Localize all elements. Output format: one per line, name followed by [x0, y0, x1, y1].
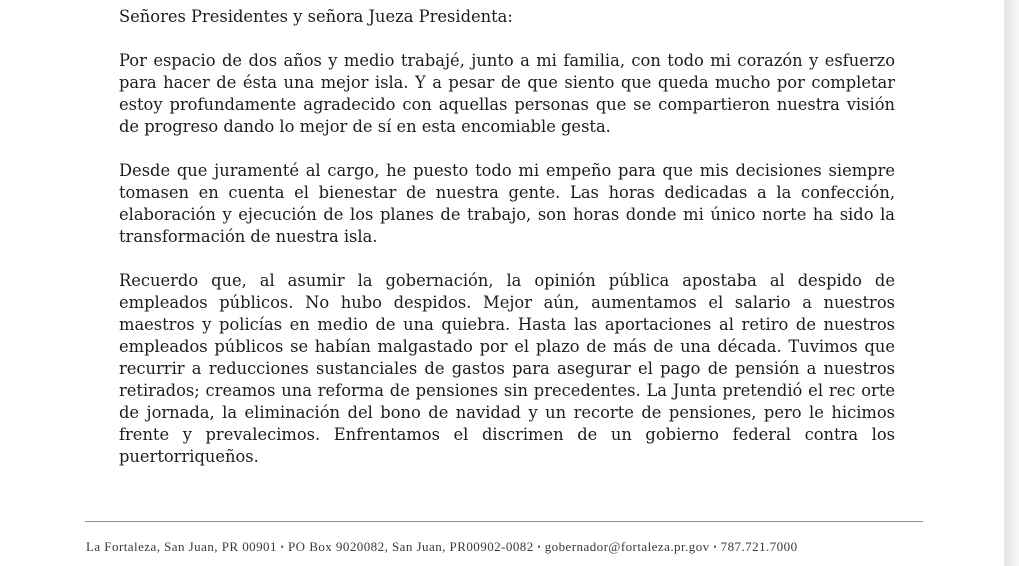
footer-address: La Fortaleza, San Juan, PR 00901 [86, 539, 277, 554]
letterhead-footer [86, 539, 926, 555]
footer-email: gobernador@fortaleza.pr.gov [544, 539, 710, 554]
footer-separator-2: • [537, 542, 541, 552]
salutation: Señores Presidentes y señora Jueza Presidenta: [119, 7, 513, 26]
paragraph-1: Por espacio de dos años y medio trabajé, junto a mi familia, con todo mi corazón y esfuerzo para hacer de ésta una mejor isla. Y a pesar de que siento que queda mucho por completar estoy profundamente agradecido con aquellas personas que se compartieron nuestra visión de progreso dando lo mejor de sí en esta encomiable gesta. [119, 51, 895, 136]
footer-separator-3: • [713, 542, 717, 552]
footer-separator-1: • [280, 542, 285, 552]
letter-body [119, 6, 895, 468]
paragraph-3: Recuerdo que, al asumir la gobernación, la opinión pública apostaba al despido de empleados públicos. No hubo despidos. Mejor aún, aumentamos el salario a nuestros maestros y policías en medio de una quiebra. Hasta las aportaciones al retiro de nuestros empleados públicos se habían malgastado por el plazo de más de una década. Tuvimos que recurrir a reducciones sustanciales de gastos para asegurar el pago de pensión a nuestros retirados; creamos una reforma de pensiones sin precedentes. La Junta pretendió el rec orte de jornada, la eliminación del bono de navidad y un recorte de pensiones, pero le hicimos frente y prevalecimos. Enfrentamos el discrimen de un gobierno federal contra los puertorriqueños. [119, 271, 895, 466]
page-edge-shadow [1004, 0, 1019, 566]
footer-phone: 787.721.7000 [720, 539, 798, 554]
paragraph-2: Desde que juramenté al cargo, he puesto todo mi empeño para que mis decisiones siempre tomasen en cuenta el bienestar de nuestra gente. Las horas dedicadas a la confección, elaboración y ejecución de los planes de trabajo, son horas donde mi único norte ha sido la transformación de nuestra isla. [119, 161, 895, 246]
footer-po-box: PO Box 9020082, San Juan, PR00902-0082 [287, 539, 534, 554]
footer-divider [85, 521, 923, 522]
